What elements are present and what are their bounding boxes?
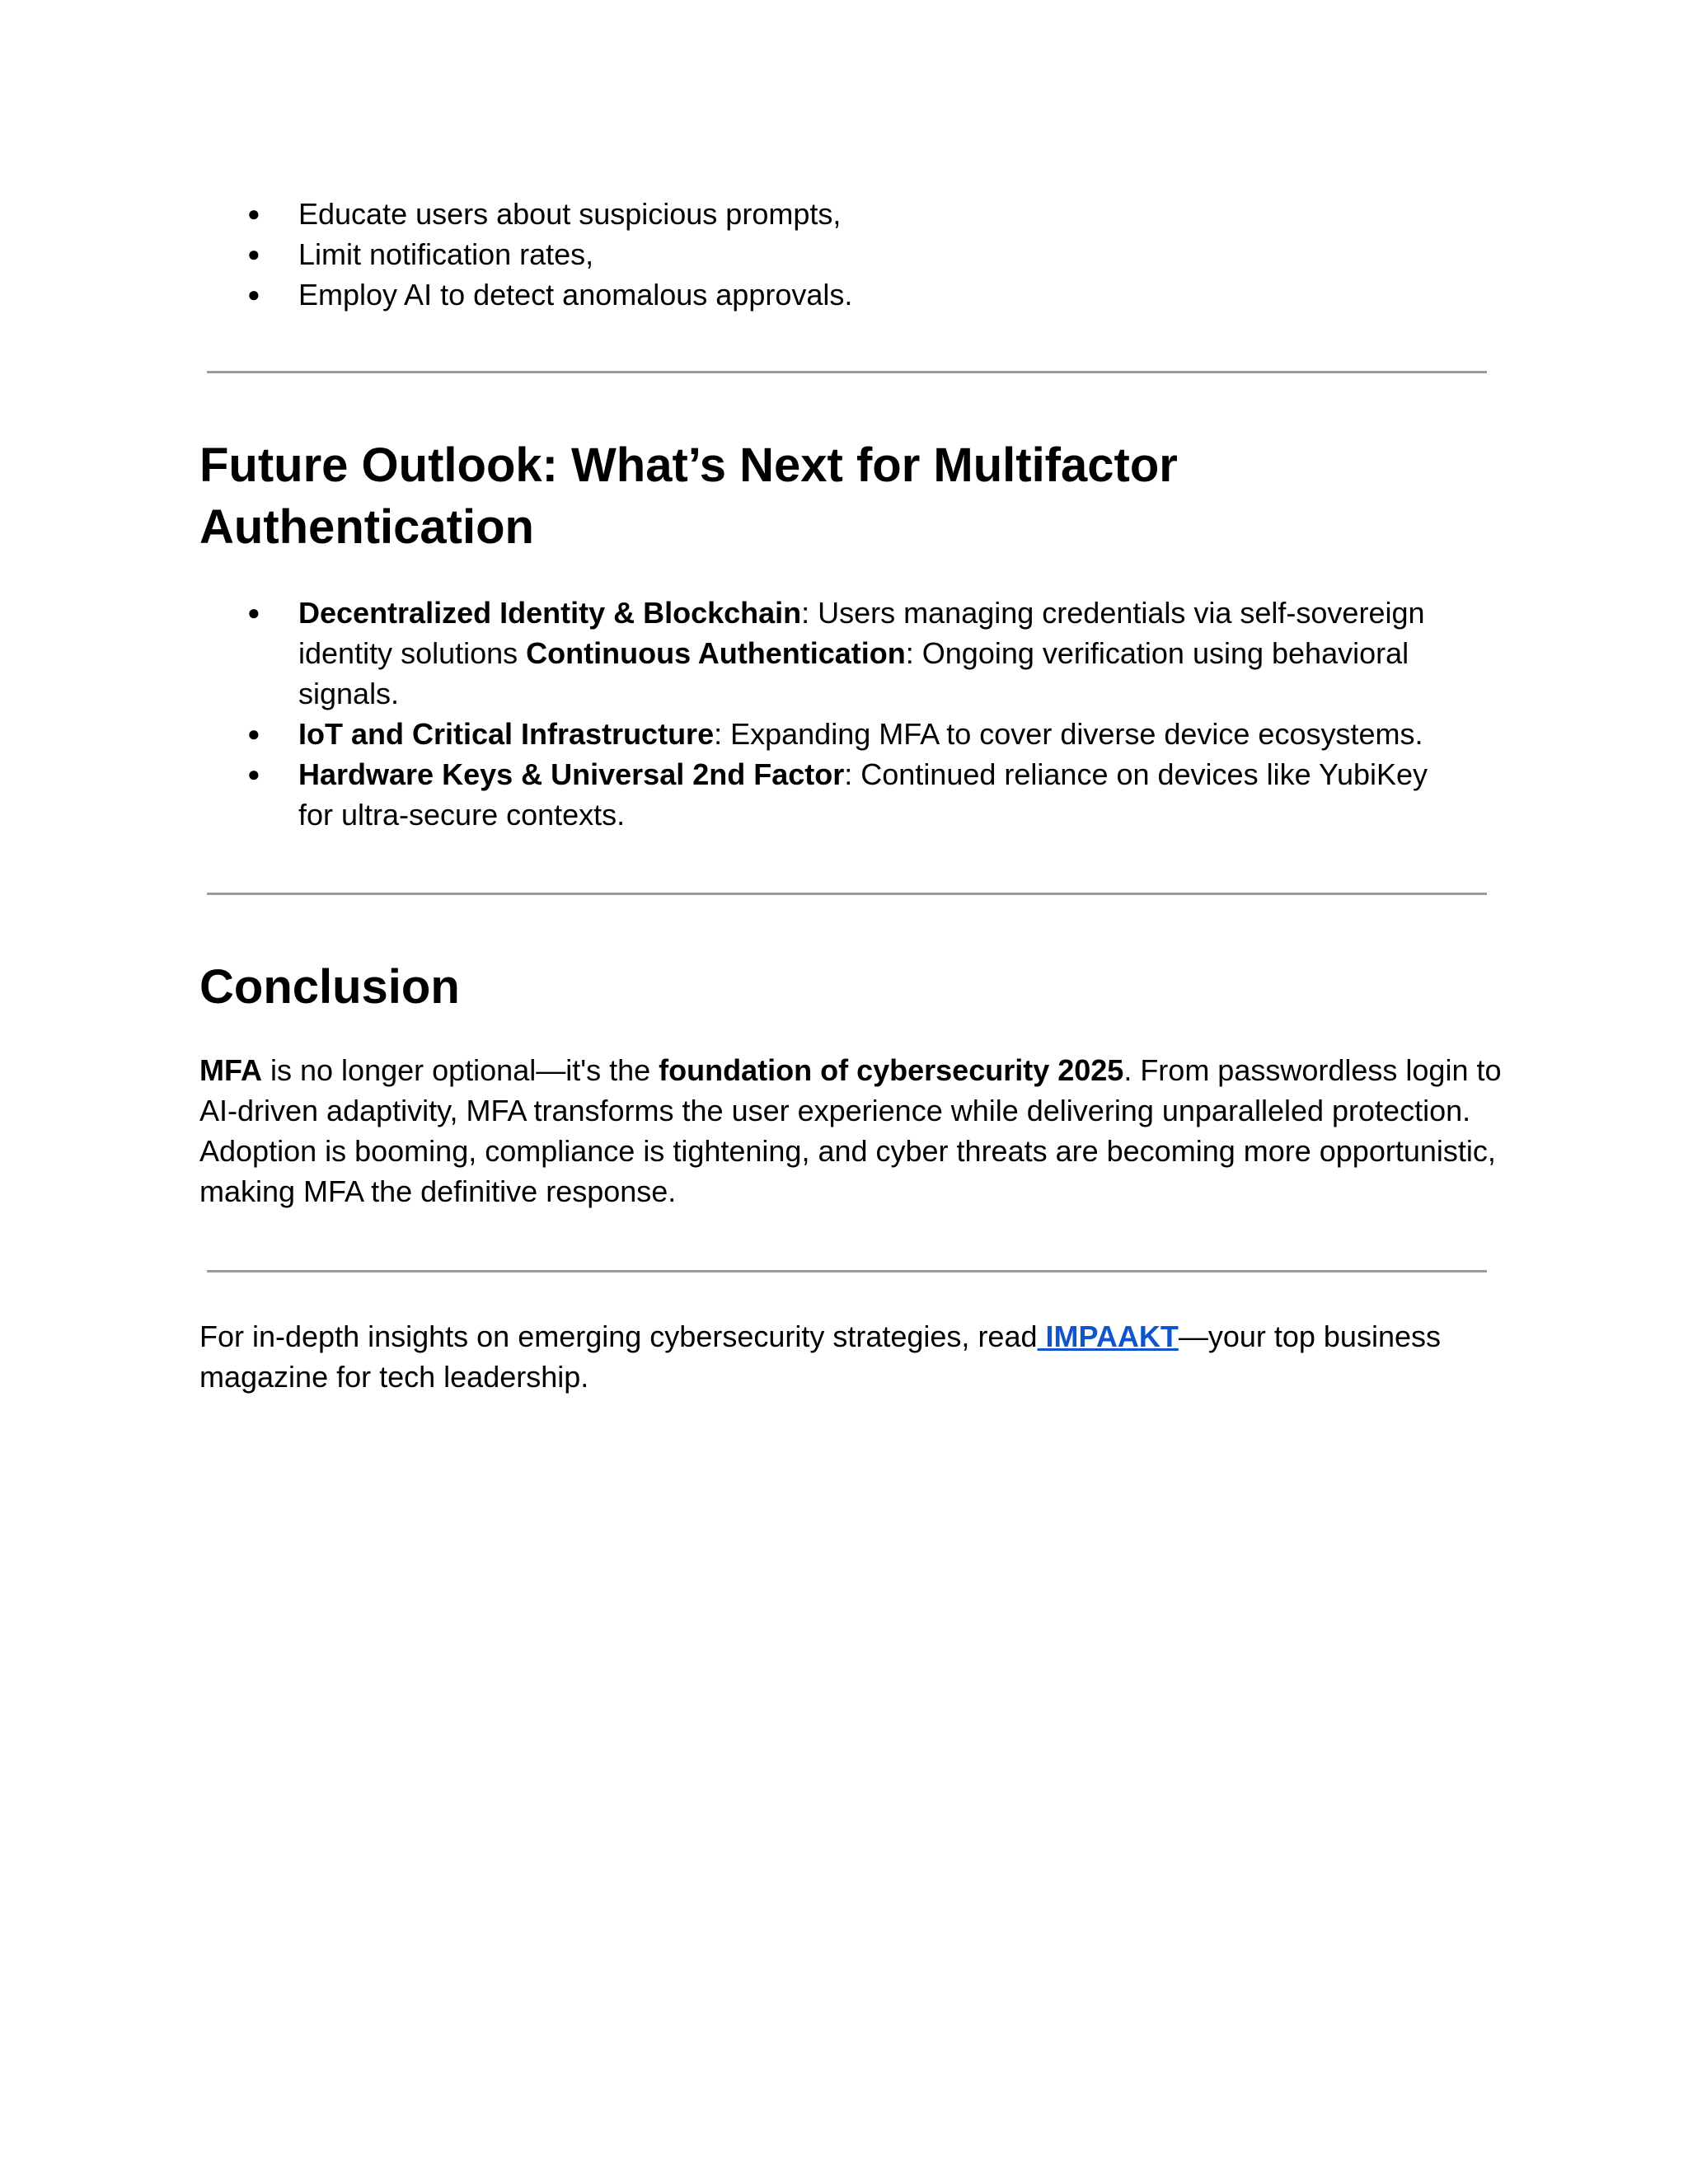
paragraph-text: For in-depth insights on emerging cybersecurity strategies, read <box>199 1319 1038 1353</box>
future-outlook-list <box>247 593 1467 835</box>
list-item-text: : Ongoing verification using behavioral signals. <box>298 636 1409 710</box>
mitigation-list <box>247 194 1467 315</box>
paragraph-text: —your top business magazine for tech leadership. <box>199 1319 1441 1394</box>
future-outlook-heading <box>199 434 1485 558</box>
list-item-text: Educate users about suspicious prompts, <box>298 197 842 231</box>
bullet-icon: ● <box>247 201 260 226</box>
conclusion-paragraph <box>199 1050 1502 1212</box>
list-item-term: Continuous Authentication <box>526 636 906 670</box>
list-item-text: : Users managing credentials via self-sovereign identity solutions <box>298 596 1425 670</box>
heading-line: Future Outlook: What’s Next for Multifactor <box>199 438 1178 492</box>
list-item-text: Employ AI to detect anomalous approvals. <box>298 278 853 312</box>
bullet-icon: ● <box>247 282 260 307</box>
list-item-text: : Continued reliance on devices like YubiKey for ultra-secure contexts. <box>298 757 1428 832</box>
list-item <box>247 274 1467 315</box>
bold-term: foundation of cybersecurity 2025 <box>659 1053 1124 1087</box>
divider <box>207 1270 1487 1272</box>
list-item-term: Decentralized Identity & Blockchain <box>298 596 802 630</box>
list-item-text: : Expanding MFA to cover diverse device ecosystems. <box>714 717 1423 751</box>
bullet-icon: ● <box>247 721 260 746</box>
divider <box>207 371 1487 373</box>
list-item-term: Hardware Keys & Universal 2nd Factor <box>298 757 845 791</box>
paragraph-text: . From passwordless login to AI-driven adaptivity, MFA transforms the user experience while delivering unparalleled protection. Adoption is booming, compliance is tightening, and cyber threats are becoming more opportunistic, making MFA the definitive response. <box>199 1053 1502 1208</box>
list-item <box>247 194 1467 234</box>
bullet-icon: ● <box>247 241 260 266</box>
bold-term: MFA <box>199 1053 262 1087</box>
impaakt-link[interactable]: IMPAAKT <box>1037 1319 1179 1353</box>
bullet-icon: ● <box>247 762 260 786</box>
list-item <box>247 234 1467 274</box>
list-item-term: IoT and Critical Infrastructure <box>298 717 715 751</box>
list-item <box>247 593 1467 714</box>
divider <box>207 893 1487 895</box>
bullet-icon: ● <box>247 600 260 625</box>
paragraph-text: is no longer optional—it's the <box>262 1053 659 1087</box>
list-item <box>247 714 1467 754</box>
list-item <box>247 754 1467 835</box>
footer-paragraph <box>199 1316 1502 1397</box>
list-item-text: Limit notification rates, <box>298 237 594 271</box>
heading-line: Authentication <box>199 500 534 554</box>
conclusion-heading: Conclusion <box>199 960 460 1014</box>
